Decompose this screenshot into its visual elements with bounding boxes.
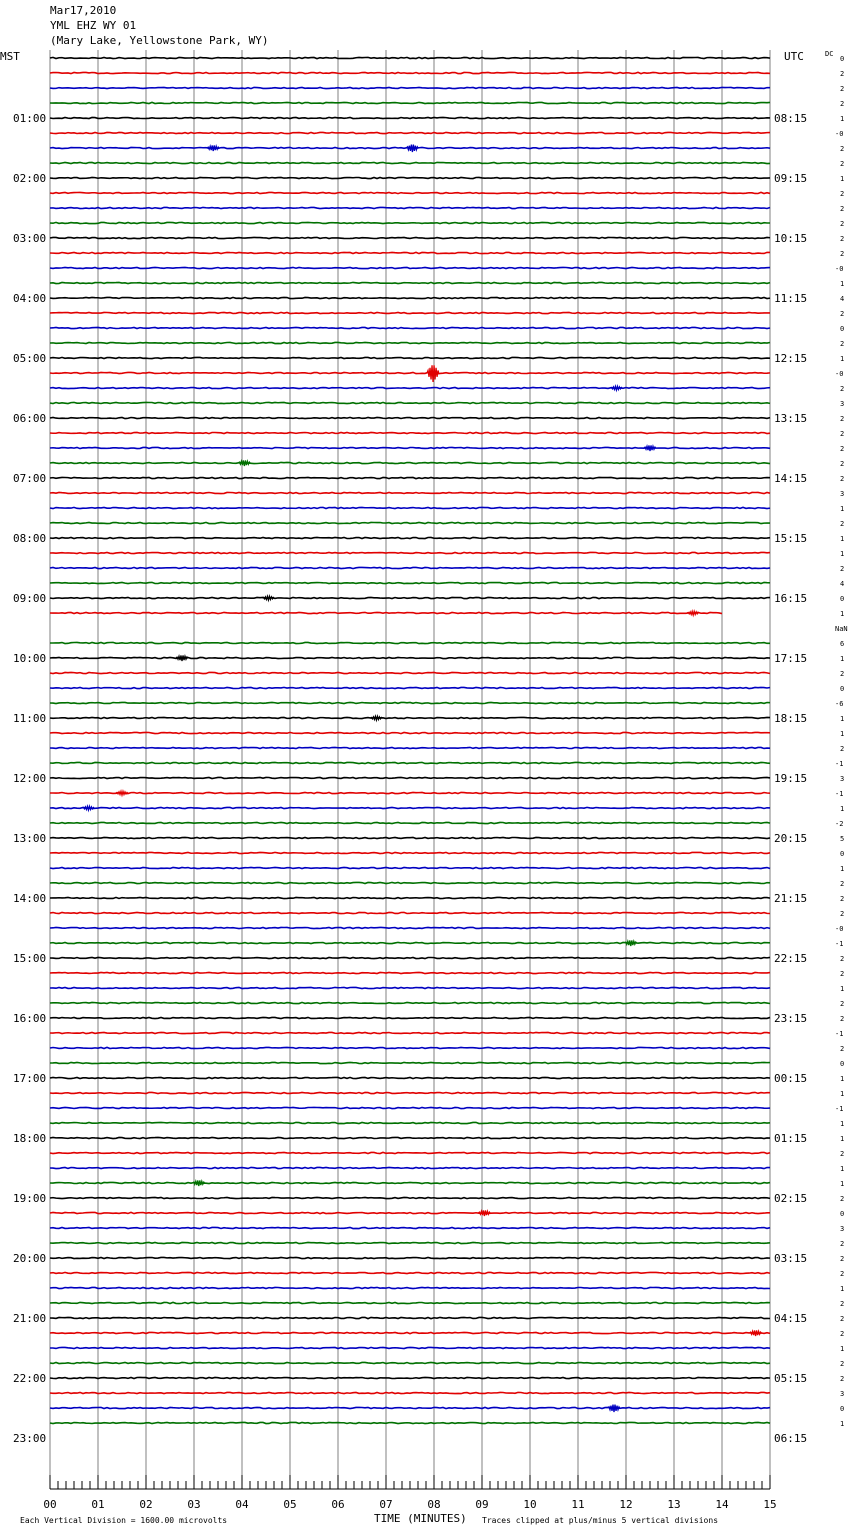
trace-line [50, 717, 770, 718]
trace-line [50, 672, 770, 673]
trace-line [50, 1002, 770, 1003]
dc-offset-value: 2 [840, 1000, 845, 1008]
dc-offset-value: 1 [840, 535, 845, 543]
left-hour-label: 16:00 [13, 1012, 47, 1025]
plot-date: Mar17,2010 [50, 4, 117, 17]
dc-offset-value: 2 [840, 385, 845, 393]
trace-line [50, 1197, 770, 1198]
trace-line [50, 822, 770, 823]
dc-offset-value: 2 [840, 895, 845, 903]
dc-offset-value: 6 [840, 640, 845, 648]
trace-line [50, 1347, 770, 1348]
trace-line [50, 537, 770, 538]
trace-line [50, 597, 770, 598]
dc-offset-value: 1 [840, 1090, 845, 1098]
left-hour-label: 18:00 [13, 1132, 47, 1145]
trace-line [50, 237, 770, 238]
dc-offset-value: 1 [840, 355, 845, 363]
trace-line [50, 1017, 770, 1018]
trace-line [50, 1077, 770, 1078]
right-hour-label: 01:15 [774, 1132, 808, 1145]
seismic-event [370, 716, 382, 720]
station-name: YML EHZ WY 01 [50, 19, 137, 32]
dc-offset-value: 1 [840, 1135, 845, 1143]
seismic-event [608, 1405, 620, 1412]
dc-offset-value: 2 [840, 880, 845, 888]
trace-line [50, 1272, 770, 1273]
trace-line [50, 957, 770, 958]
trace-line [50, 1212, 770, 1213]
seismic-event [427, 365, 439, 382]
trace-line [50, 1302, 770, 1303]
dc-offset-value: -1 [835, 1105, 844, 1113]
trace-line [50, 927, 770, 928]
right-hour-label: 02:15 [774, 1192, 808, 1205]
dc-offset-value: 2 [840, 235, 845, 243]
dc-offset-value: 2 [840, 1375, 845, 1383]
trace-line [50, 87, 770, 88]
dc-offset-value: -6 [835, 700, 844, 708]
dc-offset-value: 3 [840, 1390, 845, 1398]
dc-offset-value: 1 [840, 175, 845, 183]
x-tick-label: 13 [667, 1498, 681, 1511]
x-tick-label: 10 [523, 1498, 537, 1511]
dc-offset-value: 0 [840, 595, 845, 603]
trace-line [50, 1137, 770, 1138]
seismic-event [406, 145, 418, 152]
left-hour-label: 01:00 [13, 112, 47, 125]
left-hour-label: 02:00 [13, 172, 47, 185]
left-hour-label: 10:00 [13, 652, 47, 665]
trace-line [50, 1107, 770, 1108]
trace-line [50, 852, 770, 853]
dc-offset-value: -1 [835, 760, 844, 768]
right-hour-label: 15:15 [774, 532, 808, 545]
trace-line [50, 132, 770, 133]
dc-offset-value: -1 [835, 1030, 844, 1038]
trace-line [50, 312, 770, 313]
x-tick-label: 03 [187, 1498, 201, 1511]
left-hour-label: 03:00 [13, 232, 47, 245]
left-hour-label: 15:00 [13, 952, 47, 965]
seismic-event [116, 791, 128, 795]
trace-line [50, 372, 770, 373]
trace-line [50, 477, 770, 478]
right-hour-label: 20:15 [774, 832, 808, 845]
dc-offset-value: 1 [840, 1285, 845, 1293]
scale-note: Each Vertical Division = 1600.00 microvolts [20, 1516, 228, 1525]
right-hour-label: 16:15 [774, 592, 808, 605]
dc-offset-value: 2 [840, 340, 845, 348]
dc-offset-value: 2 [840, 1360, 845, 1368]
right-hour-label: 11:15 [774, 292, 808, 305]
dc-offset-value: 2 [840, 520, 845, 528]
trace-line [50, 192, 770, 193]
x-tick-label: 14 [715, 1498, 729, 1511]
trace-line [50, 1242, 770, 1243]
trace-line [50, 327, 770, 328]
dc-offset-value: 2 [840, 1300, 845, 1308]
seismic-event [193, 1180, 205, 1186]
left-hour-label: 11:00 [13, 712, 47, 725]
left-hour-label: 05:00 [13, 352, 47, 365]
trace-line [50, 942, 770, 943]
trace-line [50, 747, 770, 748]
dc-offset-value: 2 [840, 970, 845, 978]
dc-offset-value: 0 [840, 55, 845, 63]
x-axis-title: TIME (MINUTES) [374, 1512, 467, 1525]
dc-offset-value: 2 [840, 1270, 845, 1278]
dc-offset-value: 1 [840, 1120, 845, 1128]
dc-offset-value: 1 [840, 550, 845, 558]
trace-line [50, 357, 770, 358]
left-axis-label: MST [0, 50, 20, 63]
trace-line [50, 402, 770, 403]
trace-line [50, 1422, 770, 1423]
x-tick-label: 00 [43, 1498, 57, 1511]
left-hour-label: 12:00 [13, 772, 47, 785]
trace-line [50, 972, 770, 973]
x-tick-label: 06 [331, 1498, 345, 1511]
trace-line [50, 867, 770, 868]
dc-offset-value: 0 [840, 1210, 845, 1218]
dc-offset-value: 3 [840, 775, 845, 783]
x-tick-label: 01 [91, 1498, 105, 1511]
seismic-event [262, 596, 274, 600]
trace-line [50, 567, 770, 568]
dc-offset-value: 2 [840, 1015, 845, 1023]
left-hour-label: 20:00 [13, 1252, 47, 1265]
trace-line [50, 1332, 770, 1333]
seismic-event [750, 1330, 762, 1336]
dc-offset-value: 2 [840, 220, 845, 228]
dc-offset-value: -0 [835, 925, 844, 933]
trace-line [50, 882, 770, 883]
dc-offset-value: 1 [840, 1420, 845, 1428]
right-hour-label: 13:15 [774, 412, 808, 425]
trace-line [50, 762, 770, 763]
dc-offset-value: 0 [840, 850, 845, 858]
dc-offset-value: 2 [840, 475, 845, 483]
dc-offset-value: 2 [840, 460, 845, 468]
dc-offset-value: 2 [840, 1150, 845, 1158]
trace-line [50, 1407, 770, 1408]
trace-line [50, 267, 770, 268]
trace-line [50, 1032, 770, 1033]
x-tick-label: 09 [475, 1498, 489, 1511]
right-hour-label: 09:15 [774, 172, 808, 185]
trace-line [50, 1122, 770, 1123]
trace-line [50, 252, 770, 253]
dc-offset-value: 0 [840, 685, 845, 693]
trace-line [50, 492, 770, 493]
dc-offset-value: 1 [840, 505, 845, 513]
dc-offset-value: 2 [840, 70, 845, 78]
dc-offset-value: 2 [840, 310, 845, 318]
dc-offset-value: 1 [840, 115, 845, 123]
dc-offset-value: 2 [840, 85, 845, 93]
right-hour-label: 04:15 [774, 1312, 808, 1325]
right-hour-label: 12:15 [774, 352, 808, 365]
trace-line [50, 1062, 770, 1063]
dc-offset-value: 2 [840, 1255, 845, 1263]
dc-offset-value: 2 [840, 1195, 845, 1203]
dc-offset-value: 2 [840, 160, 845, 168]
left-hour-label: 14:00 [13, 892, 47, 905]
dc-offset-value: 2 [840, 670, 845, 678]
right-hour-label: 23:15 [774, 1012, 808, 1025]
trace-line [50, 1092, 770, 1093]
seismic-event [238, 460, 250, 466]
dc-offset-value: 1 [840, 1180, 845, 1188]
trace-line [50, 57, 770, 58]
trace-line [50, 777, 770, 778]
dc-offset-value: 1 [840, 1075, 845, 1083]
dc-offset-value: 1 [840, 1345, 845, 1353]
dc-offset-value: 2 [840, 1330, 845, 1338]
dc-offset-value: 2 [840, 415, 845, 423]
trace-line [50, 987, 770, 988]
left-hour-label: 17:00 [13, 1072, 47, 1085]
right-hour-label: 08:15 [774, 112, 808, 125]
dc-offset-value: 2 [840, 445, 845, 453]
left-hour-label: 21:00 [13, 1312, 47, 1325]
right-hour-label: 03:15 [774, 1252, 808, 1265]
trace-line [50, 657, 770, 658]
seismic-event [625, 940, 637, 946]
x-tick-label: 15 [763, 1498, 777, 1511]
trace-line [50, 417, 770, 418]
left-hour-label: 04:00 [13, 292, 47, 305]
dc-offset-value: 4 [840, 580, 845, 588]
dc-offset-value: 1 [840, 610, 845, 618]
right-axis-label: UTC [784, 50, 804, 63]
trace-line [50, 1182, 770, 1183]
dc-offset-value: 1 [840, 280, 845, 288]
dc-offset-value: 2 [840, 1045, 845, 1053]
dc-offset-value: 3 [840, 490, 845, 498]
trace-line [50, 1257, 770, 1258]
dc-offset-value: 1 [840, 865, 845, 873]
trace-line [50, 732, 770, 733]
right-hour-label: 10:15 [774, 232, 808, 245]
dc-offset-value: 2 [840, 145, 845, 153]
trace-line [50, 162, 770, 163]
left-hour-label: 23:00 [13, 1432, 47, 1445]
trace-line [50, 582, 770, 583]
right-hour-label: 14:15 [774, 472, 808, 485]
trace-line [50, 807, 770, 808]
left-hour-label: 07:00 [13, 472, 47, 485]
trace-line [50, 387, 770, 388]
clip-note: Traces clipped at plus/minus 5 vertical divisions [482, 1516, 719, 1525]
dc-offset-value: 4 [840, 295, 845, 303]
trace-line [50, 1227, 770, 1228]
trace-line [50, 897, 770, 898]
right-hour-label: 05:15 [774, 1372, 808, 1385]
x-tick-label: 08 [427, 1498, 441, 1511]
trace-line [50, 432, 770, 433]
x-tick-label: 05 [283, 1498, 297, 1511]
dc-offset-value: 2 [840, 955, 845, 963]
left-hour-label: 08:00 [13, 532, 47, 545]
dc-offset-value: 2 [840, 1240, 845, 1248]
trace-line [50, 282, 770, 283]
x-tick-label: 07 [379, 1498, 393, 1511]
left-hour-label: 19:00 [13, 1192, 47, 1205]
trace-line [50, 462, 770, 463]
trace-line [50, 447, 770, 448]
x-tick-label: 11 [571, 1498, 585, 1511]
dc-offset-value: -0 [835, 130, 844, 138]
seismic-event [644, 445, 656, 451]
dc-offset-value: -1 [835, 940, 844, 948]
trace-line [50, 522, 770, 523]
x-tick-label: 12 [619, 1498, 633, 1511]
dc-offset-value: 2 [840, 565, 845, 573]
trace-line [50, 1287, 770, 1288]
dc-offset-value: -0 [835, 370, 844, 378]
seismic-event [207, 145, 219, 151]
dc-offset-value: 1 [840, 730, 845, 738]
dc-offset-value: 2 [840, 910, 845, 918]
dc-offset-value: 2 [840, 430, 845, 438]
dc-offset-value: 0 [840, 325, 845, 333]
trace-line [50, 342, 770, 343]
dc-offset-value: 2 [840, 205, 845, 213]
trace-line [50, 207, 770, 208]
right-hour-label: 19:15 [774, 772, 808, 785]
trace-line [50, 1167, 770, 1168]
right-hour-label: 06:15 [774, 1432, 808, 1445]
dc-offset-value: 2 [840, 190, 845, 198]
trace-line [50, 837, 770, 838]
dc-offset-value: -1 [835, 790, 844, 798]
trace-line [50, 1377, 770, 1378]
dc-offset-value: 0 [840, 1405, 845, 1413]
trace-line [50, 297, 770, 298]
trace-line [50, 1362, 770, 1363]
x-tick-label: 04 [235, 1498, 249, 1511]
trace-line [50, 702, 770, 703]
dc-offset-value: 2 [840, 1315, 845, 1323]
dc-offset-value: 2 [840, 250, 845, 258]
left-hour-label: 22:00 [13, 1372, 47, 1385]
dc-offset-value: 0 [840, 1060, 845, 1068]
seismic-event [478, 1210, 490, 1216]
seismic-event [82, 806, 94, 810]
trace-line [50, 1392, 770, 1393]
left-hour-label: 09:00 [13, 592, 47, 605]
right-hour-label: 18:15 [774, 712, 808, 725]
station-location: (Mary Lake, Yellowstone Park, WY) [50, 34, 269, 47]
dc-offset-value: -0 [835, 265, 844, 273]
dc-offset-value: NaN [835, 625, 848, 633]
dc-offset-value: 1 [840, 985, 845, 993]
seismic-event [610, 386, 622, 390]
trace-line [50, 222, 770, 223]
seismic-event [176, 655, 188, 661]
dc-offset-value: 2 [840, 100, 845, 108]
dc-offset-value: 2 [840, 745, 845, 753]
right-hour-label: 17:15 [774, 652, 808, 665]
trace-line [50, 72, 770, 73]
trace-line [50, 912, 770, 913]
trace-line [50, 687, 770, 688]
dc-offset-value: 3 [840, 400, 845, 408]
trace-line [50, 792, 770, 793]
trace-line [50, 1317, 770, 1318]
dc-offset-value: 1 [840, 715, 845, 723]
dc-offset-value: 1 [840, 655, 845, 663]
trace-line [50, 552, 770, 553]
trace-line [50, 102, 770, 103]
right-hour-label: 21:15 [774, 892, 808, 905]
x-tick-label: 02 [139, 1498, 153, 1511]
left-hour-label: 06:00 [13, 412, 47, 425]
trace-line [50, 1152, 770, 1153]
dc-offset-value: 5 [840, 835, 845, 843]
trace-line [50, 507, 770, 508]
trace-line [50, 117, 770, 118]
right-hour-label: 22:15 [774, 952, 808, 965]
dc-offset-value: -2 [835, 820, 844, 828]
dc-offset-value: 3 [840, 1225, 845, 1233]
left-hour-label: 13:00 [13, 832, 47, 845]
dc-header-label: DC [825, 50, 834, 58]
right-hour-label: 00:15 [774, 1072, 808, 1085]
dc-offset-value: 1 [840, 805, 845, 813]
trace-line [50, 177, 770, 178]
trace-line [50, 642, 770, 643]
dc-offset-value: 1 [840, 1165, 845, 1173]
trace-line [50, 1047, 770, 1048]
